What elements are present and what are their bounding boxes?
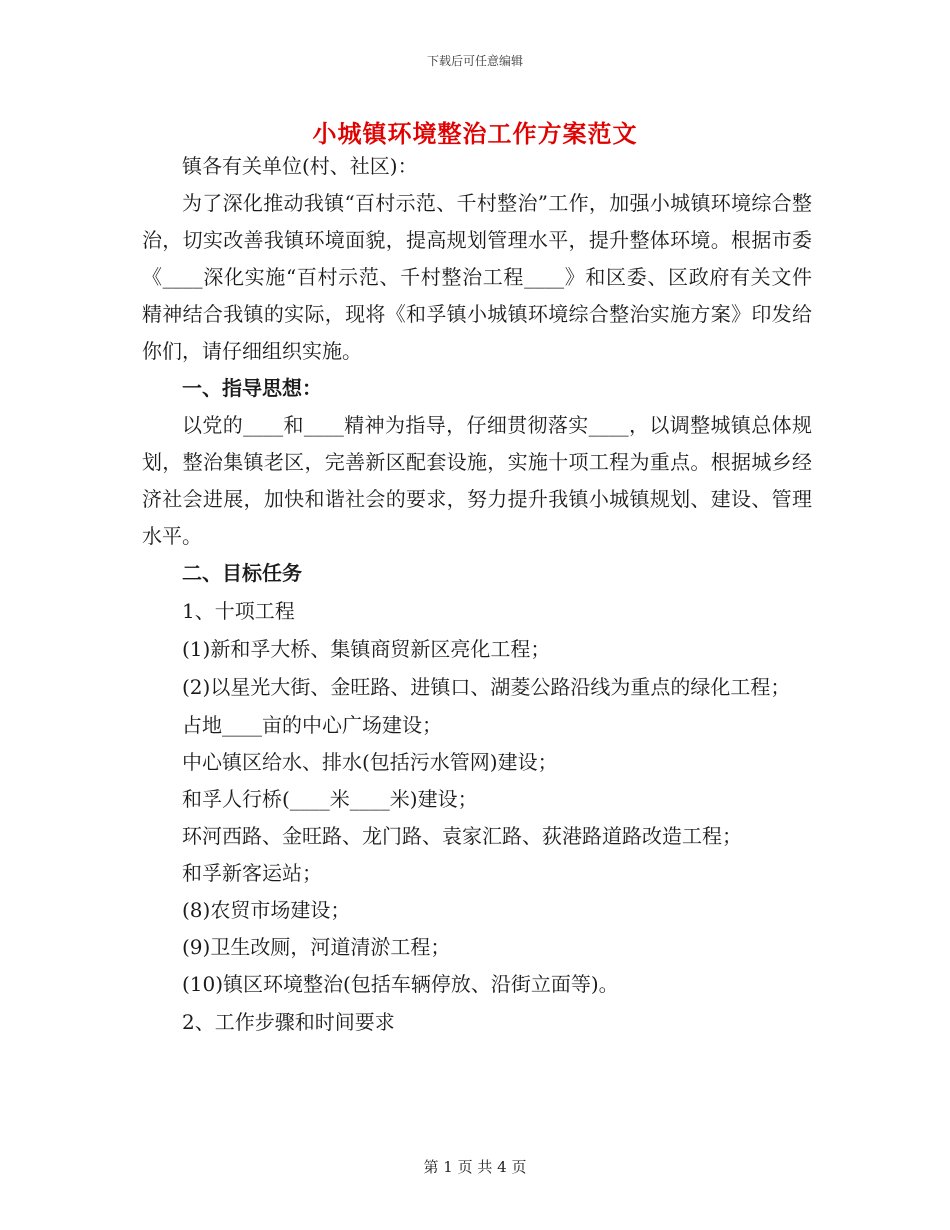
- list-item: (8)农贸市场建设；: [182, 898, 351, 922]
- salutation: 镇各有关单位(村、社区)：: [182, 154, 418, 178]
- list-item: (10)镇区环境整治(包括车辆停放、沿街立面等)。: [182, 972, 619, 996]
- page-header-note: 下载后可任意编辑: [426, 54, 523, 68]
- intro-paragraph: 为了深化推动我镇“百村示范、千村整治”工作，加强小城镇环境综合整治，切实改善我镇环境面貌，提高规划管理水平，提升整体环境。根据市委《____深化实施“百村示范、千村整治工程____》和区委、区政府有关文件精神结合我镇的实际，现将《和孚镇小城镇环境综合整治实施方案》印发给你们，请仔细组织实施。: [142, 191, 812, 363]
- section-heading-guiding-ideology: 一、指导思想：: [182, 376, 322, 400]
- list-item: (9)卫生改厕，河道清淤工程；: [182, 935, 451, 959]
- list-item: (2)以星光大街、金旺路、进镇口、湖菱公路沿线为重点的绿化工程；: [182, 675, 791, 699]
- guiding-ideology-paragraph: 以党的____和____精神为指导，仔细贯彻落实____，以调整城镇总体规划，整治集镇老区，完善新区配套设施，实施十项工程为重点。根据城乡经济社会进展，加快和谐社会的要求，努力提升我镇小城镇规划、建设、管理水平。: [142, 413, 812, 548]
- document-title: 小城镇环境整治工作方案范文: [312, 119, 638, 148]
- page-number-footer: 第 1 页 共 4 页: [423, 1158, 527, 1176]
- list-item: 中心镇区给水、排水(包括污水管网)建设；: [182, 750, 558, 774]
- list-item: (1)新和孚大桥、集镇商贸新区亮化工程；: [182, 637, 551, 661]
- document-body: [142, 148, 812, 1041]
- list-item: 和孚人行桥(____米____米)建设；: [182, 787, 478, 811]
- list-item: 环河西路、金旺路、龙门路、袁家汇路、荻港路道路改造工程；: [182, 824, 742, 848]
- list-item: 2、工作步骤和时间要求: [182, 1010, 395, 1034]
- list-item: 占地____亩的中心广场建设；: [182, 713, 442, 737]
- section-heading-goals-tasks: 二、目标任务: [182, 561, 302, 585]
- list-item: 和孚新客运站；: [182, 861, 322, 885]
- list-item: 1、十项工程: [182, 599, 295, 623]
